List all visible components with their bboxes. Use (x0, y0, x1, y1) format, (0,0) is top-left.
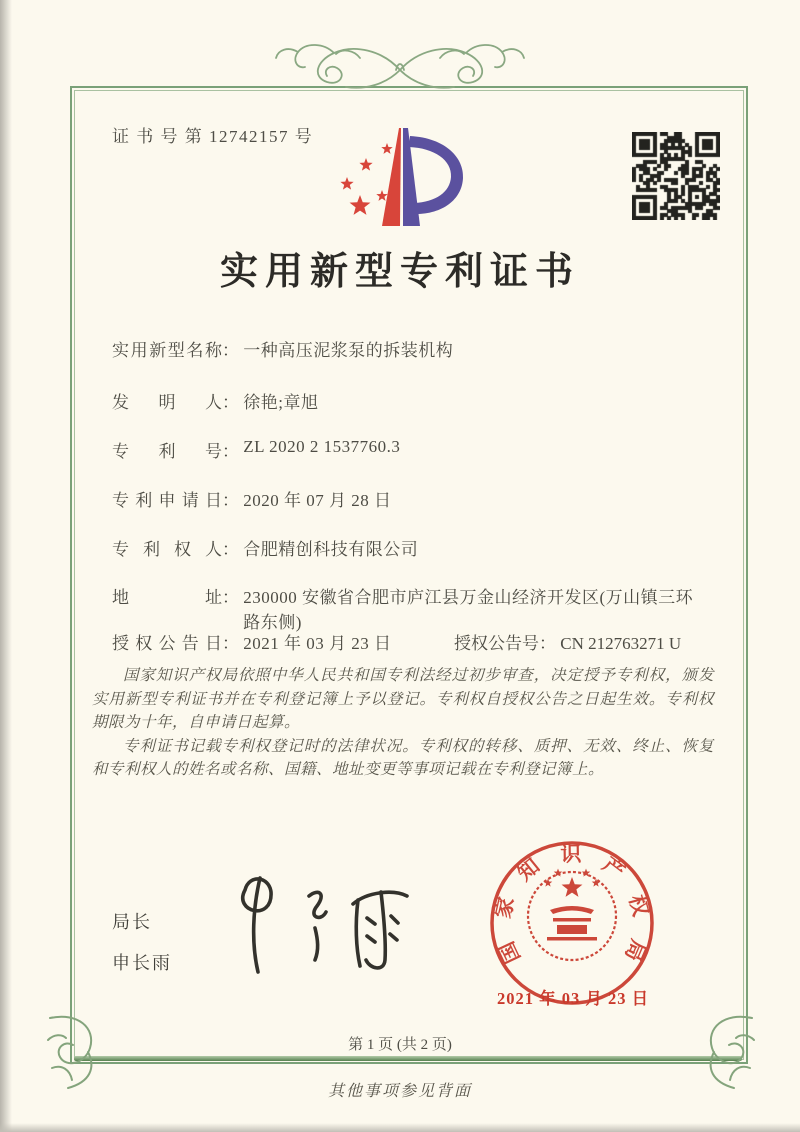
scrollwork-ornament-icon (270, 36, 530, 100)
field-colon: ： (222, 341, 239, 360)
field-value: 徐艳;章旭 (243, 393, 319, 412)
grant-number-value: CN 212763271 U (560, 634, 682, 653)
ornament-left-half (276, 45, 400, 88)
field-colon: ： (222, 393, 239, 412)
field-row-patent-number (112, 437, 400, 462)
logo-star (350, 195, 371, 215)
field-label: 地址 (112, 588, 222, 607)
field-colon: ： (222, 540, 239, 559)
commissioner-signature-icon (205, 866, 420, 984)
commissioner-name: 申长雨 (112, 953, 172, 973)
field-colon: ： (539, 634, 556, 653)
field-row-patentee (112, 535, 418, 560)
scan-edge-shadow-left (0, 0, 12, 1132)
emblem-star-small (592, 879, 601, 887)
logo-star (381, 143, 392, 154)
logo-star (359, 158, 372, 171)
field-label: 专利号 (112, 442, 222, 461)
field-row-address (112, 583, 701, 633)
seal-emblem (544, 869, 601, 941)
logo-p-curve (409, 136, 463, 214)
field-colon: ： (222, 588, 239, 607)
seal-date: 2021 年 03 月 23 日 (496, 989, 650, 1008)
logo-wedge-red (382, 128, 401, 226)
logo-star (376, 190, 387, 201)
frame-bottom-rule (74, 1056, 742, 1061)
emblem-gate-base (547, 937, 597, 941)
legal-paragraph: 专利证书记载专利权登记时的法律状况。专利权的转移、质押、无效、终止、恢复和专利权人的姓名或名称、国籍、地址变更等事项记载在专利登记簿上。 (92, 737, 714, 778)
field-row-utility-name (112, 336, 453, 361)
legal-paragraph: 国家知识产权局依照中华人民共和国专利法经过初步审查，决定授予专利权，颁发实用新型专利证书并在专利登记簿上予以登记。专利权自授权公告之日起生效。专利权期限为十年，自申请日起算。 (92, 667, 714, 731)
field-value: 合肥精创科技有限公司 (243, 540, 419, 559)
field-value: 230000 安徽省合肥市庐江县万金山经济开发区(万山镇三环路东侧) (243, 588, 694, 632)
field-colon: ： (222, 491, 239, 510)
grant-date-value: 2021 年 03 月 23 日 (243, 634, 392, 653)
emblem-star-large (562, 877, 583, 897)
logo-star (340, 177, 353, 190)
commissioner-block (112, 908, 172, 975)
footer-note: 其他事项参见背面 (327, 1083, 472, 1100)
field-value: ZL 2020 2 1537760.3 (243, 437, 401, 456)
legal-text-block (92, 664, 714, 782)
emblem-gate-body (557, 925, 587, 934)
field-value: 2020 年 07 月 28 日 (243, 491, 392, 510)
official-seal-icon (487, 838, 657, 1008)
field-label: 授权公告日 (112, 634, 222, 653)
document-title: 实用新型专利证书 (219, 251, 580, 293)
field-label: 专利申请日 (112, 491, 222, 510)
field-row-inventor (112, 388, 318, 413)
field-colon: ： (222, 442, 239, 461)
certificate-number: 证 书 号 第 12742157 号 (112, 127, 314, 146)
page-indicator: 第 1 页 (共 2 页) (348, 1037, 452, 1053)
field-value: 一种高压泥浆泵的拆装机构 (243, 341, 454, 360)
field-label: 实用新型名称 (112, 341, 222, 360)
svg-text:国家知识产权局 (491, 842, 654, 967)
field-label: 发明人 (112, 393, 222, 412)
emblem-gate-roof (550, 906, 594, 914)
field-label: 授权公告号 (454, 634, 539, 653)
scan-edge-shadow-bottom (0, 1123, 800, 1132)
emblem-gate-tier (553, 918, 591, 922)
commissioner-title: 局长 (112, 912, 152, 932)
field-label: 专利权人 (112, 540, 222, 559)
field-colon: ： (222, 634, 239, 653)
field-row-filing-date (112, 486, 392, 511)
cnipa-logo-icon (330, 124, 470, 230)
seal-text: 国家知识产权局 (490, 841, 653, 968)
ornament-right-half (400, 45, 524, 88)
qr-code (632, 132, 720, 220)
grant-number-group (454, 629, 681, 654)
emblem-star-small (544, 879, 553, 887)
field-row-grant (112, 629, 712, 654)
